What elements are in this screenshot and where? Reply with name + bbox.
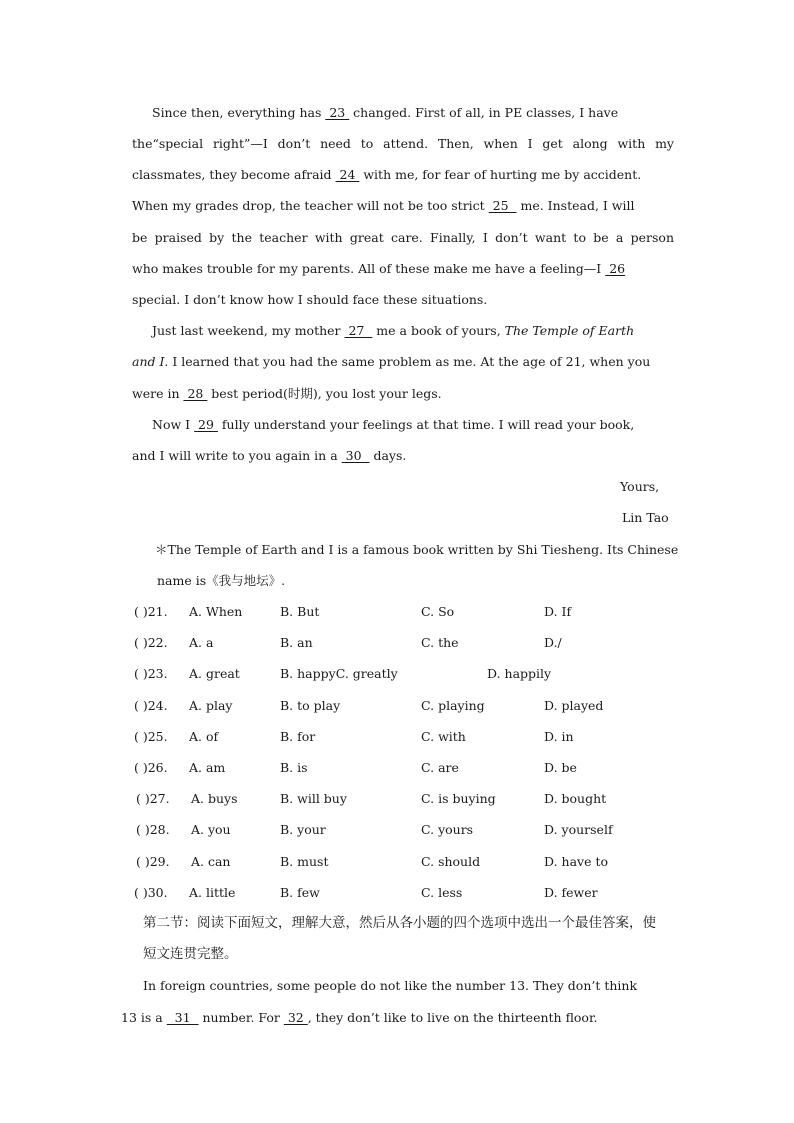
option-c: C. yours bbox=[421, 822, 474, 837]
para1-line5: be praised by the teacher with great care. Finally, I don’t want to be a person bbox=[132, 230, 674, 245]
text: changed. First of all, in PE classes, I have bbox=[349, 105, 619, 120]
text: Since then, everything has bbox=[152, 105, 326, 120]
option-a: A. you bbox=[191, 822, 231, 837]
text: 13 is a bbox=[121, 1010, 167, 1025]
option-c: C. less bbox=[421, 885, 463, 900]
option-b: B. will buy bbox=[280, 791, 347, 806]
para1-line1 bbox=[152, 105, 618, 121]
question-number: ( )22. bbox=[134, 635, 168, 650]
text: , they don’t like to live on the thirteenth floor. bbox=[307, 1010, 598, 1025]
option-a: A. great bbox=[189, 666, 240, 681]
option-a: A. play bbox=[189, 698, 233, 713]
option-a: A. am bbox=[189, 760, 226, 775]
para1-line2: the“special right”—I don’t need to attend. Then, when I get along with my bbox=[132, 136, 674, 151]
option-b: B. few bbox=[280, 885, 320, 900]
para3-line2 bbox=[132, 448, 406, 464]
blank-26: 26 bbox=[605, 261, 626, 276]
option-c: C. playing bbox=[421, 698, 485, 713]
option-d: D. played bbox=[544, 698, 604, 713]
section2-instruction-line1: 第二节：阅读下面短文，理解大意，然后从各小题的四个选项中选出一个最佳答案，使 bbox=[143, 915, 656, 931]
option-d: D. bought bbox=[544, 791, 607, 806]
option-b: B. an bbox=[280, 635, 313, 650]
option-a: A. a bbox=[189, 635, 214, 650]
book-title: The Temple of Earth bbox=[504, 323, 635, 338]
section2-instruction-line2: 短文连贯完整。 bbox=[143, 946, 238, 962]
text: and I will write to you again in a bbox=[132, 448, 342, 463]
para1-line7: special. I don’t know how I should face these situations. bbox=[132, 292, 488, 307]
option-a: A. can bbox=[191, 854, 231, 869]
option-d: D./ bbox=[544, 635, 562, 650]
option-c: C. should bbox=[421, 854, 481, 869]
para2-line1 bbox=[152, 323, 634, 339]
text: me a book of yours, bbox=[372, 323, 505, 338]
para3-line1 bbox=[152, 417, 634, 433]
text: number. For bbox=[198, 1010, 284, 1025]
option-c: C. are bbox=[421, 760, 459, 775]
blank-24: 24 bbox=[335, 167, 360, 182]
text: who makes trouble for my parents. All of these make me have a feeling—I bbox=[132, 261, 606, 276]
blank-27: 27 bbox=[344, 323, 373, 338]
blank-23: 23 bbox=[325, 105, 350, 120]
option-b: B. your bbox=[280, 822, 326, 837]
option-a: A. buys bbox=[191, 791, 238, 806]
question-number: ( )30. bbox=[134, 885, 168, 900]
option-c: C. with bbox=[421, 729, 466, 744]
para1-line4 bbox=[132, 198, 635, 214]
passage2-line2 bbox=[121, 1010, 598, 1026]
option-b: B. is bbox=[280, 760, 308, 775]
text: Just last weekend, my mother bbox=[152, 323, 345, 338]
option-b: B. happyC. greatly bbox=[280, 666, 398, 681]
closing-name: Lin Tao bbox=[622, 510, 669, 525]
option-d: D. have to bbox=[544, 854, 609, 869]
option-d: D. If bbox=[544, 604, 572, 619]
option-b: B. to play bbox=[280, 698, 341, 713]
question-number: ( )29. bbox=[136, 854, 170, 869]
para2-line3 bbox=[132, 386, 442, 402]
note-line1: ＊The Temple of Earth and I is a famous book written by Shi Tiesheng. Its Chinese bbox=[155, 542, 679, 557]
para1-line6 bbox=[132, 261, 625, 277]
question-number: ( )23. bbox=[134, 666, 168, 681]
blank-32: 32 bbox=[283, 1010, 308, 1025]
text: with me, for fear of hurting me by accident. bbox=[359, 167, 642, 182]
text: When my grades drop, the teacher will not be too strict bbox=[132, 198, 489, 213]
passage2-line1: In foreign countries, some people do not like the number 13. They don’t think bbox=[143, 978, 638, 993]
option-d: D. yourself bbox=[544, 822, 613, 837]
blank-29: 29 bbox=[194, 417, 218, 432]
option-d: D. in bbox=[544, 729, 574, 744]
option-b: B. for bbox=[280, 729, 316, 744]
option-b: B. must bbox=[280, 854, 329, 869]
blank-31: 31 bbox=[166, 1010, 199, 1025]
option-c: C. So bbox=[421, 604, 455, 619]
option-c: C. the bbox=[421, 635, 459, 650]
question-number: ( )26. bbox=[134, 760, 168, 775]
question-number: ( )21. bbox=[134, 604, 168, 619]
closing-yours: Yours, bbox=[620, 479, 660, 494]
option-d: D. fewer bbox=[544, 885, 598, 900]
option-a: A. When bbox=[189, 604, 243, 619]
blank-28: 28 bbox=[183, 386, 208, 401]
option-a: A. of bbox=[189, 729, 219, 744]
text: Now I bbox=[152, 417, 195, 432]
question-number: ( )25. bbox=[134, 729, 168, 744]
text: best period(时期), you lost your legs. bbox=[207, 386, 442, 401]
book-title: and I. bbox=[132, 354, 169, 369]
text: I learned that you had the same problem as me. At the age of 21, when you bbox=[168, 354, 651, 369]
option-c: C. is buying bbox=[421, 791, 496, 806]
text: classmates, they become afraid bbox=[132, 167, 336, 182]
question-number: ( )27. bbox=[136, 791, 170, 806]
text: fully understand your feelings at that time. I will read your book, bbox=[217, 417, 635, 432]
blank-25: 25 bbox=[488, 198, 517, 213]
question-number: ( )24. bbox=[134, 698, 168, 713]
option-a: A. little bbox=[189, 885, 236, 900]
text: me. Instead, I will bbox=[516, 198, 635, 213]
para2-line2 bbox=[132, 354, 650, 370]
option-d: D. be bbox=[544, 760, 577, 775]
note-line2: name is《我与地坛》. bbox=[157, 573, 286, 588]
blank-30: 30 bbox=[341, 448, 370, 463]
text: days. bbox=[369, 448, 407, 463]
para1-line3 bbox=[132, 167, 641, 183]
question-number: ( )28. bbox=[136, 822, 170, 837]
option-d: D. happily bbox=[487, 666, 552, 681]
option-b: B. But bbox=[280, 604, 320, 619]
text: were in bbox=[132, 386, 184, 401]
